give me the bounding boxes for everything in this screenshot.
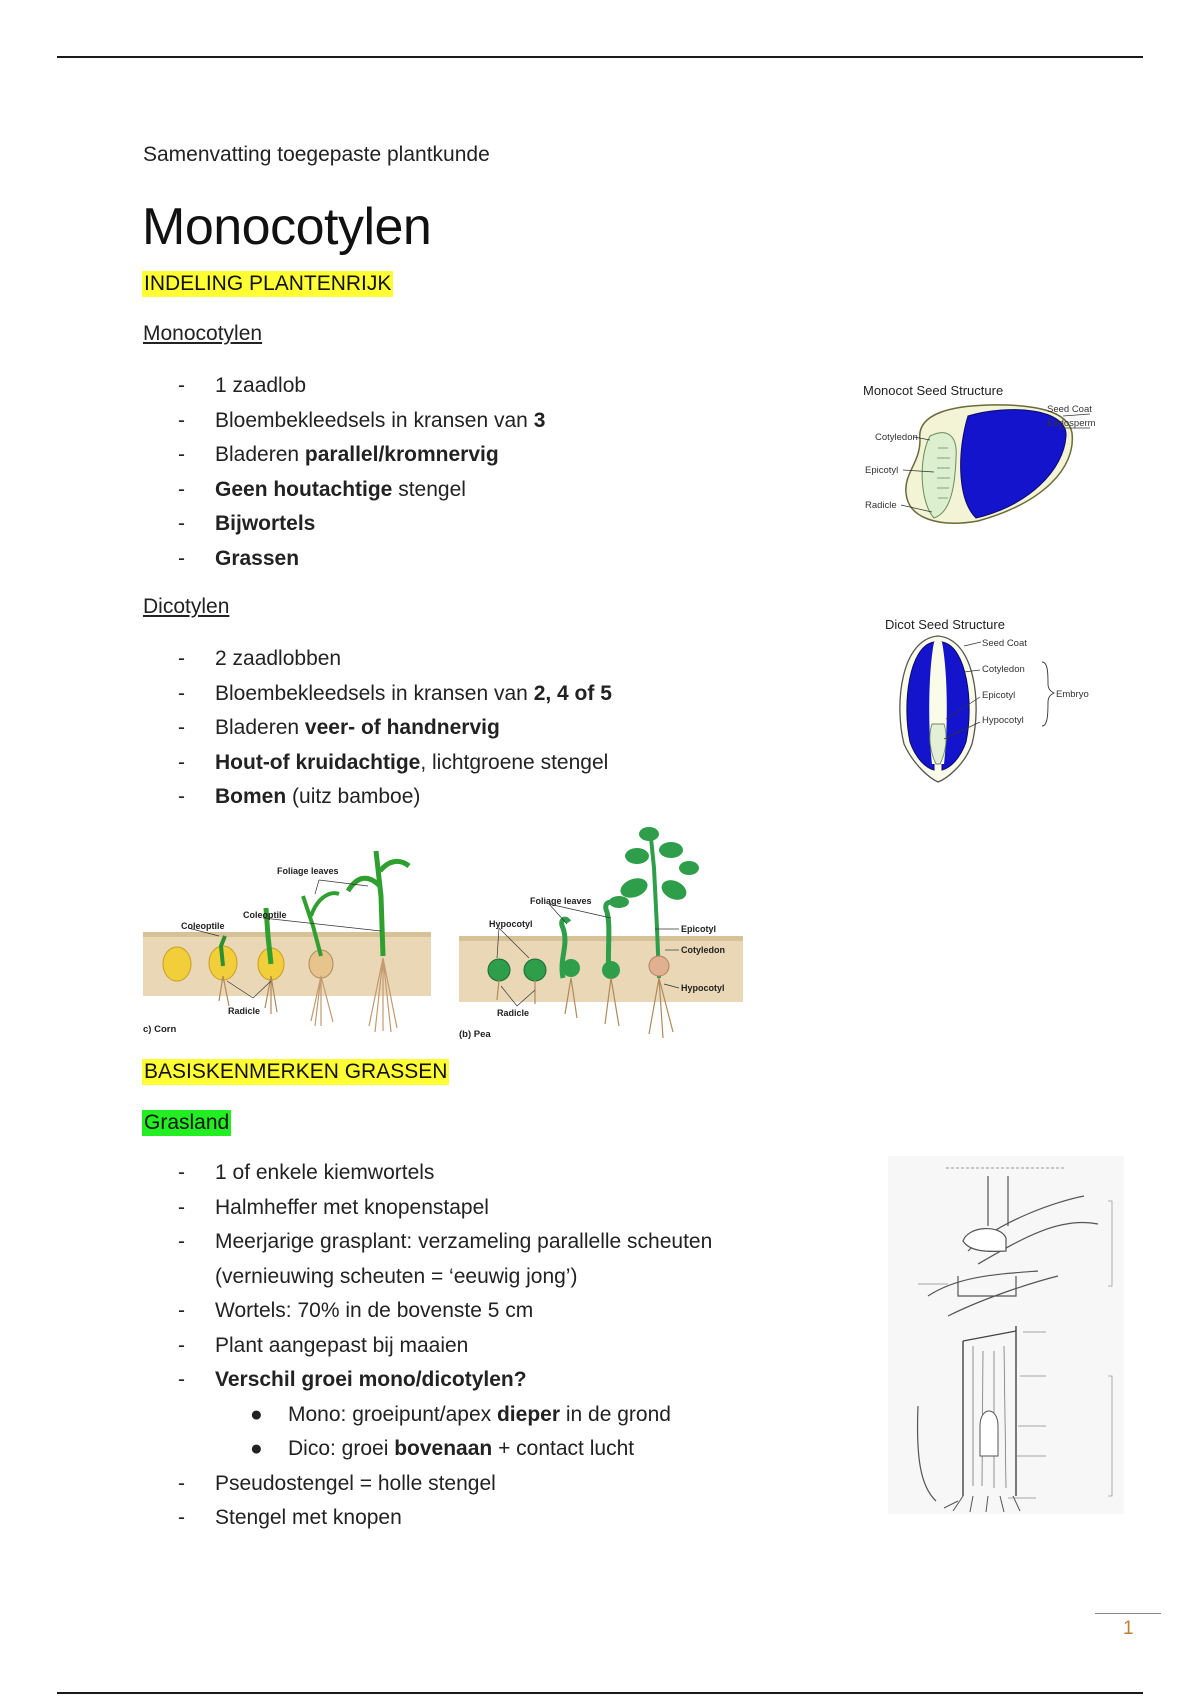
list-item: - Bladeren parallel/kromnervig <box>178 443 499 466</box>
monocot-seed-figure <box>858 378 1096 538</box>
label-embryo: Embryo <box>1056 689 1089 700</box>
label-epicotyl: Epicotyl <box>681 924 717 934</box>
list-item: - Bladeren veer- of handnervig <box>178 716 500 739</box>
heading-text: BASISKENMERKEN GRASSEN <box>144 1060 448 1083</box>
page-number: 1 <box>1123 1618 1134 1639</box>
label-radicle: Radicle <box>497 1008 530 1018</box>
heading-text: Grasland <box>144 1111 230 1134</box>
grass-stem-drawing <box>888 1156 1124 1514</box>
label-radicle: Radicle <box>228 1006 261 1016</box>
list-item: - Geen houtachtige stengel <box>178 477 466 501</box>
label-cotyledon: Cotyledon <box>875 432 918 443</box>
sub-bullet-item: ● Mono: groeipunt/apex dieper in de grond <box>250 1402 671 1426</box>
list-item: - Plant aangepast bij maaien <box>178 1333 469 1357</box>
subheading-dicotylen: Dicotylen <box>143 595 230 618</box>
label-coleoptile: Coleoptile <box>243 910 287 920</box>
pea-germination-figure <box>459 828 743 1042</box>
figure-caption: (b) Pea <box>459 1029 491 1040</box>
list-item: - Meerjarige grasplant: verzameling parallelle scheuten <box>178 1230 713 1253</box>
page-title: Monocotylen <box>142 198 432 256</box>
bottom-rule <box>57 1692 1143 1694</box>
dico-list <box>178 642 612 815</box>
list-item: - 1 of enkele kiemwortels <box>178 1161 435 1184</box>
list-item: - Verschil groei mono/dicotylen? <box>178 1368 527 1391</box>
label-seed-coat: Seed Coat <box>1047 404 1092 415</box>
list-item: - Stengel met knopen <box>178 1506 402 1529</box>
list-item: - 2 zaadlobben <box>178 647 342 670</box>
label-hypocotyl: Hypocotyl <box>982 715 1024 726</box>
label-foliage-leaves: Foliage leaves <box>530 896 592 906</box>
dicot-seed-figure <box>876 614 1098 784</box>
section-heading-indeling <box>142 271 393 297</box>
list-item: - Wortels: 70% in de bovenste 5 cm <box>178 1299 534 1322</box>
label-radicle: Radicle <box>865 500 897 511</box>
label-epicotyl: Epicotyl <box>865 465 899 476</box>
figure-title: Monocot Seed Structure <box>863 383 1004 398</box>
list-item: - Pseudostengel = holle stengel <box>178 1471 496 1495</box>
list-item-continuation: (vernieuwing scheuten = ‘eeuwig jong’) <box>215 1264 578 1288</box>
label-coleoptile: Coleoptile <box>181 921 225 931</box>
label-cotyledon: Cotyledon <box>681 945 725 955</box>
mono-list <box>178 369 545 576</box>
figure-caption: c) Corn <box>143 1024 177 1035</box>
section-heading-basiskenmerken <box>142 1059 449 1085</box>
top-rule <box>57 56 1143 58</box>
label-hypocotyl: Hypocotyl <box>681 983 725 993</box>
label-foliage-leaves: Foliage leaves <box>277 866 339 876</box>
figure-title: Dicot Seed Structure <box>885 617 1005 632</box>
label-hypocotyl: Hypocotyl <box>489 919 533 929</box>
list-item: - Bloembekleedsels in kransen van 2, 4 of 5 <box>178 681 612 705</box>
document-header: Samenvatting toegepaste plantkunde <box>143 143 490 166</box>
label-cotyledon: Cotyledon <box>982 664 1025 675</box>
label-epicotyl: Epicotyl <box>982 690 1016 701</box>
list-item: - Bomen (uitz bamboe) <box>178 785 421 808</box>
list-item: - Bijwortels <box>178 512 316 535</box>
subheading-grasland <box>142 1110 231 1136</box>
list-item: - 1 zaadlob <box>178 374 307 397</box>
heading-text: INDELING PLANTENRIJK <box>144 272 392 295</box>
list-item: - Halmheffer met knopenstapel <box>178 1195 489 1219</box>
corn-germination-figure <box>143 836 431 1040</box>
list-item: - Hout-of kruidachtige, lichtgroene stengel <box>178 750 609 774</box>
sub-bullet-item: ● Dico: groei bovenaan + contact lucht <box>250 1437 635 1460</box>
subheading-monocotylen: Monocotylen <box>143 322 263 345</box>
label-endosperm: Endosperm <box>1047 418 1096 429</box>
grass-list <box>178 1156 712 1536</box>
page-number-rule <box>1095 1613 1161 1614</box>
label-seed-coat: Seed Coat <box>982 638 1027 649</box>
list-item: - Grassen <box>178 546 300 570</box>
list-item: - Bloembekleedsels in kransen van 3 <box>178 408 546 432</box>
